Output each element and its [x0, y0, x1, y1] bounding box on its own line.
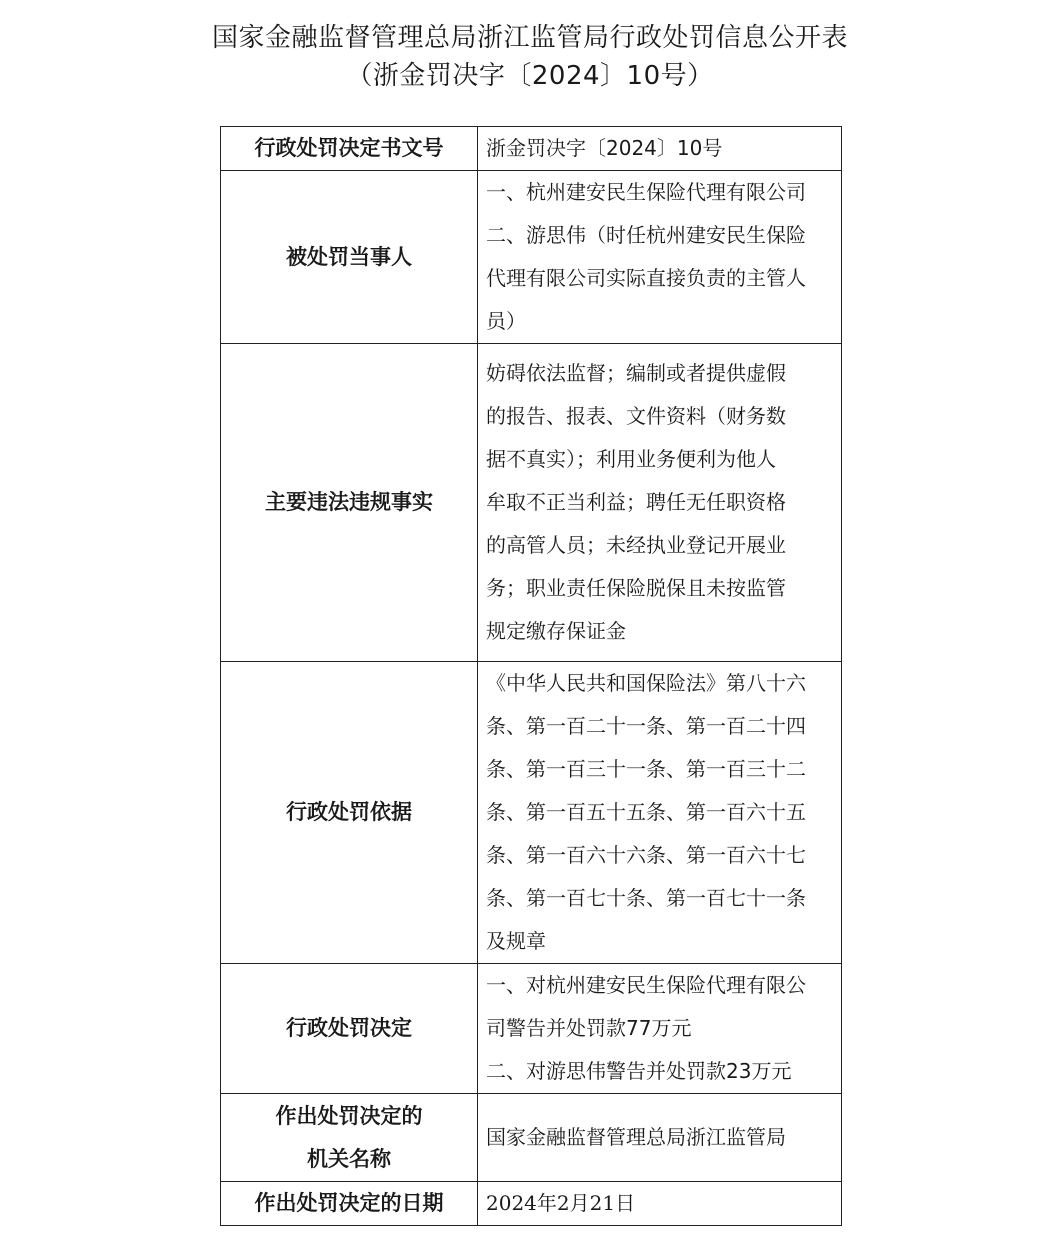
basis-value	[478, 662, 842, 964]
table-row-parties	[221, 171, 842, 344]
facts-line: 妨碍依法监督；编制或者提供虚假	[486, 361, 786, 385]
decision-label: 行政处罚决定	[221, 964, 478, 1094]
decision-value	[478, 964, 842, 1094]
parties-value	[478, 171, 842, 344]
basis-line: 条、第一百二十一条、第一百二十四	[486, 714, 806, 738]
basis-line: 条、第一百三十一条、第一百三十二	[486, 757, 806, 781]
basis-line: 及规章	[486, 929, 546, 953]
facts-label: 主要违法违规事实	[221, 344, 478, 662]
facts-line: 务；职业责任保险脱保且未按监管	[486, 576, 786, 600]
decision-line: 司警告并处罚款77万元	[486, 1016, 692, 1040]
parties-line: 一、杭州建安民生保险代理有限公司	[486, 180, 806, 204]
page-title: 国家金融监督管理总局浙江监管局行政处罚信息公开表	[211, 23, 848, 53]
facts-line: 的高管人员；未经执业登记开展业	[486, 533, 786, 557]
decision-line: 二、对游思伟警告并处罚款23万元	[486, 1059, 792, 1083]
authority-value: 国家金融监督管理总局浙江监管局	[478, 1094, 842, 1182]
facts-value	[478, 344, 842, 662]
facts-line: 规定缴存保证金	[486, 619, 626, 643]
facts-line: 据不真实）；利用业务便利为他人	[486, 447, 776, 471]
date-value: 2024年2月21日	[478, 1182, 842, 1226]
decision-line: 一、对杭州建安民生保险代理有限公	[486, 973, 806, 997]
table-row-facts	[221, 344, 842, 662]
authority-label-line: 作出处罚决定的	[275, 1103, 423, 1128]
table-row-basis	[221, 662, 842, 964]
basis-label: 行政处罚依据	[221, 662, 478, 964]
table-row-decision	[221, 964, 842, 1094]
basis-line: 《中华人民共和国保险法》第八十六	[486, 671, 806, 695]
page-subtitle: （浙金罚决字〔2024〕10号）	[346, 61, 714, 91]
parties-label: 被处罚当事人	[221, 171, 478, 344]
table-row-authority	[221, 1094, 842, 1182]
authority-label-line: 机关名称	[307, 1146, 391, 1171]
table-row-date	[221, 1182, 842, 1226]
basis-line: 条、第一百七十条、第一百七十一条	[486, 886, 806, 910]
penalty-info-table	[220, 126, 842, 1226]
facts-line: 的报告、报表、文件资料（财务数	[486, 404, 786, 428]
parties-line: 员）	[486, 309, 526, 333]
basis-line: 条、第一百五十五条、第一百六十五	[486, 800, 806, 824]
table-row-doc-no	[221, 127, 842, 171]
doc-no-value: 浙金罚决字〔2024〕10号	[478, 127, 842, 171]
authority-label	[221, 1094, 478, 1182]
parties-line: 二、游思伟（时任杭州建安民生保险	[486, 223, 806, 247]
facts-line: 牟取不正当利益；聘任无任职资格	[486, 490, 786, 514]
parties-line: 代理有限公司实际直接负责的主管人	[486, 266, 806, 290]
date-label: 作出处罚决定的日期	[221, 1182, 478, 1226]
doc-no-label: 行政处罚决定书文号	[221, 127, 478, 171]
basis-line: 条、第一百六十六条、第一百六十七	[486, 843, 806, 867]
